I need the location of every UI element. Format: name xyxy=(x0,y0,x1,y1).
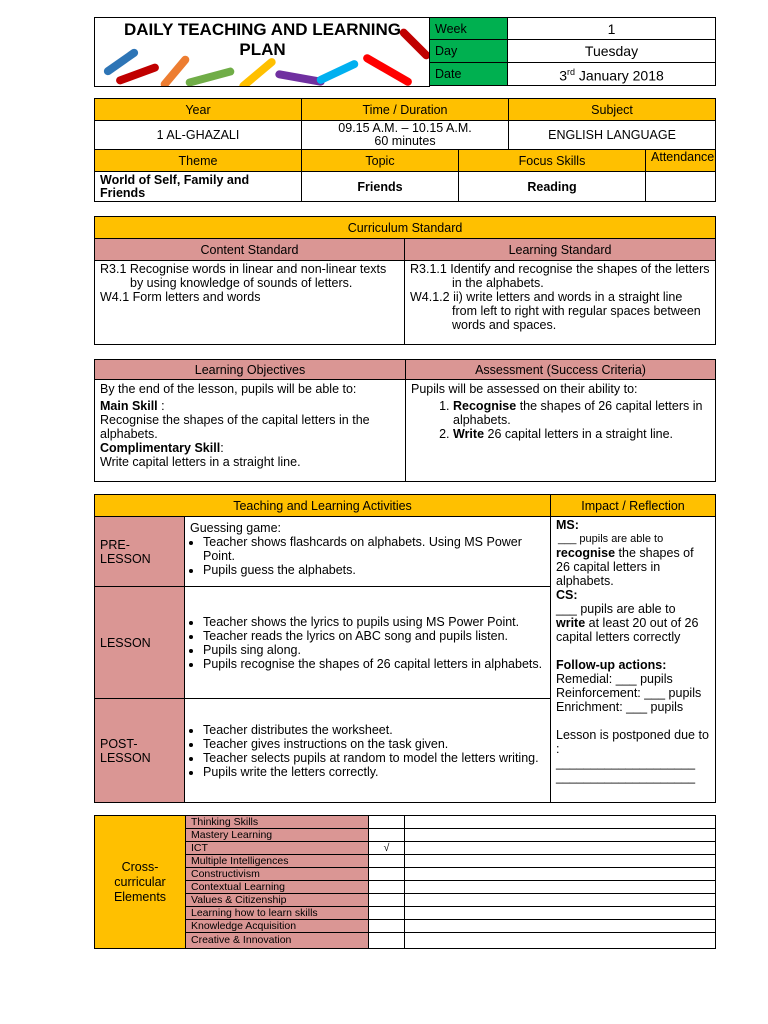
cce-item: Contextual Learning xyxy=(186,881,369,894)
lesson-activities xyxy=(185,587,551,699)
assessment-item: 1. Recognise the shapes of 26 capital letters in alphabets. xyxy=(453,399,710,427)
activities-table xyxy=(94,494,716,803)
focus-skills-label: Focus Skills xyxy=(459,150,646,172)
cce-tick[interactable] xyxy=(369,881,405,894)
cce-tick[interactable]: √ xyxy=(369,842,405,855)
list-item: • Teacher distributes the worksheet. xyxy=(203,723,545,737)
cce-note[interactable] xyxy=(405,816,716,829)
post-lesson-activities xyxy=(185,699,551,803)
post-lesson-label: POST- LESSON xyxy=(95,699,185,803)
cce-note[interactable] xyxy=(405,933,716,949)
year-label: Year xyxy=(95,99,302,121)
cce-item: Values & Citizenship xyxy=(186,894,369,907)
attendance-value[interactable] xyxy=(646,172,716,202)
cross-curricular-table xyxy=(94,815,716,949)
pre-lesson-label: PRE- LESSON xyxy=(95,517,185,587)
learning-objectives-label: Learning Objectives xyxy=(95,360,406,380)
cce-item: ICT xyxy=(186,842,369,855)
year-value: 1 AL-GHAZALI xyxy=(95,121,302,150)
activities-label: Teaching and Learning Activities xyxy=(95,495,551,517)
cce-item: Thinking Skills xyxy=(186,816,369,829)
cce-tick[interactable] xyxy=(369,907,405,920)
subject-label: Subject xyxy=(509,99,716,121)
cce-tick[interactable] xyxy=(369,894,405,907)
lesson-info-table xyxy=(94,98,716,202)
learning-standard-text: R3.1.1 Identify and recognise the shapes of the letters in the alphabets. W4.1.2 ii) write letters and words in a straight line from left to right with regular spaces between words and spaces. xyxy=(405,261,716,345)
date-label: Date xyxy=(430,63,508,86)
lesson-label: LESSON xyxy=(95,587,185,699)
week-label: Week xyxy=(430,18,508,40)
list-item: • Teacher reads the lyrics on ABC song and pupils listen. xyxy=(203,629,545,643)
cce-note[interactable] xyxy=(405,868,716,881)
content-standard-text: R3.1 Recognise words in linear and non-linear texts by using knowledge of sounds of letters. W4.1 Form letters and words xyxy=(95,261,405,345)
pre-lesson-activities: Guessing game: • Teacher shows flashcards on alphabets. Using MS Power Point. • Pupils guess the alphabets. xyxy=(185,517,551,587)
cce-item: Creative & Innovation xyxy=(186,933,369,949)
day-value: Tuesday xyxy=(508,40,716,63)
time-label: Time / Duration xyxy=(302,99,509,121)
cce-note[interactable] xyxy=(405,907,716,920)
cce-note[interactable] xyxy=(405,920,716,933)
date-value: 3rd January 2018 xyxy=(508,63,716,86)
list-item: • Pupils guess the alphabets. xyxy=(203,563,545,577)
topic-value: Friends xyxy=(302,172,459,202)
page-title: DAILY TEACHING AND LEARNING PLAN xyxy=(123,20,402,59)
cce-note[interactable] xyxy=(405,829,716,842)
cce-tick[interactable] xyxy=(369,868,405,881)
content-standard-label: Content Standard xyxy=(95,239,405,261)
curriculum-table xyxy=(94,216,716,345)
cce-item: Constructivism xyxy=(186,868,369,881)
list-item: • Teacher shows the lyrics to pupils using MS Power Point. xyxy=(203,615,545,629)
assessment-item: 2. Write 26 capital letters in a straight line. xyxy=(453,427,710,441)
header-banner xyxy=(94,17,430,87)
list-item: • Pupils sing along. xyxy=(203,643,545,657)
list-item: • Teacher gives instructions on the task given. xyxy=(203,737,545,751)
theme-label: Theme xyxy=(95,150,302,172)
cce-tick[interactable] xyxy=(369,920,405,933)
cce-tick[interactable] xyxy=(369,829,405,842)
focus-skills-value: Reading xyxy=(459,172,646,202)
cce-item: Mastery Learning xyxy=(186,829,369,842)
time-value: 09.15 A.M. – 10.15 A.M. 60 minutes xyxy=(302,121,509,150)
cce-tick[interactable] xyxy=(369,855,405,868)
cce-note[interactable] xyxy=(405,894,716,907)
cce-note[interactable] xyxy=(405,842,716,855)
curriculum-title: Curriculum Standard xyxy=(95,217,716,239)
list-item: • Teacher selects pupils at random to model the letters writing. xyxy=(203,751,545,765)
list-item: • Teacher shows flashcards on alphabets. Using MS Power Point. xyxy=(203,535,545,563)
week-value: 1 xyxy=(508,18,716,40)
assessment-label: Assessment (Success Criteria) xyxy=(406,360,716,380)
cce-tick[interactable] xyxy=(369,816,405,829)
cce-tick[interactable] xyxy=(369,933,405,949)
week-day-date-table xyxy=(429,17,716,86)
cce-note[interactable] xyxy=(405,855,716,868)
assessment-text: Pupils will be assessed on their ability to: 1. Recognise the shapes of 26 capital letters in alphabets. 2. Write 26 capital letters in a straight line. xyxy=(406,380,716,482)
impact-reflection: MS: ___ pupils are able to recognise the shapes of 26 capital letters in alphabets. CS: ___ pupils are able to write at least 20 out of 26 capital letters correctly Follow-up actions: Remedial: ___ pupils Reinforcement: ___ pupils Enrichment: ___ pupils Lesson is postponed due to : ____________________ ____________________ xyxy=(551,517,716,803)
attendance-label: Attendance xyxy=(646,150,716,172)
theme-value: World of Self, Family and Friends xyxy=(95,172,302,202)
cross-curricular-label: Cross- curricular Elements xyxy=(95,816,186,949)
cce-item: Multiple Intelligences xyxy=(186,855,369,868)
impact-label: Impact / Reflection xyxy=(551,495,716,517)
subject-value: ENGLISH LANGUAGE xyxy=(509,121,716,150)
topic-label: Topic xyxy=(302,150,459,172)
list-item: • Pupils recognise the shapes of 26 capital letters in alphabets. xyxy=(203,657,545,671)
objectives-text: By the end of the lesson, pupils will be able to: Main Skill : Recognise the shapes of the capital letters in the alphabets. Complimentary Skill: Write capital letters in a straight line. xyxy=(95,380,406,482)
list-item: • Pupils write the letters correctly. xyxy=(203,765,545,779)
cce-note[interactable] xyxy=(405,881,716,894)
objectives-table xyxy=(94,359,716,482)
cce-item: Learning how to learn skills xyxy=(186,907,369,920)
day-label: Day xyxy=(430,40,508,63)
cce-item: Knowledge Acquisition xyxy=(186,920,369,933)
learning-standard-label: Learning Standard xyxy=(405,239,716,261)
